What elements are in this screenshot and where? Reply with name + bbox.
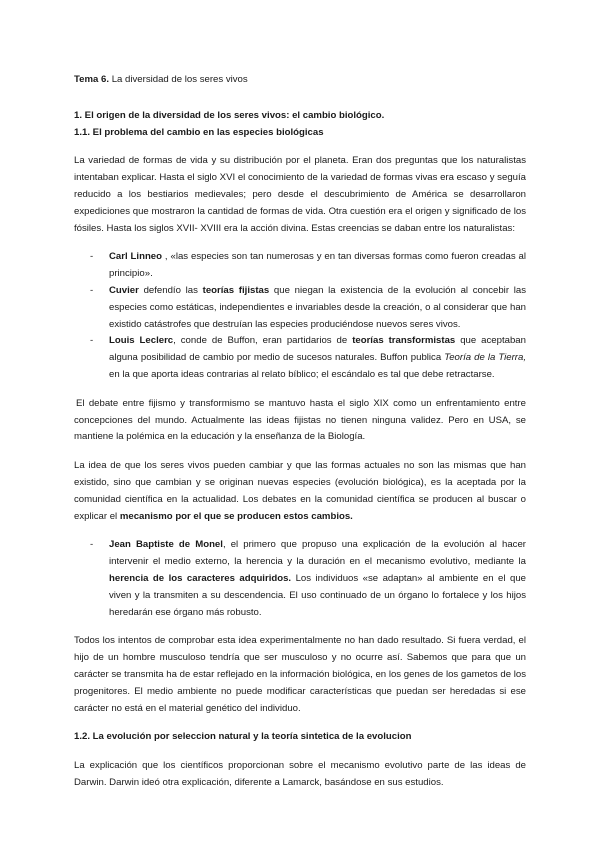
item-text: , «las especies son tan numerosas y en tan diversas formas como fueron creadas al principio». bbox=[109, 251, 526, 280]
section-heading-1-2: 1.2. La evolución por seleccion natural y la teoría sintetica de la evolucion bbox=[74, 731, 412, 743]
title-number: Tema 6. bbox=[74, 74, 110, 85]
item-text: , el primero que propuso una explicación de la evolución al hacer intervenir el medio externo, la herencia y la duración en el mecanismo evolutivo, mediante la bbox=[109, 539, 526, 568]
lamarck-list bbox=[74, 537, 526, 621]
section-heading-1-1: 1.1. El problema del cambio en las especies biológicas bbox=[74, 126, 324, 138]
section-heading-1: 1. El origen de la diversidad de los seres vivos: el cambio biológico. bbox=[74, 109, 385, 121]
paragraph-5: La explicación que los científicos proporcionan sobre el mecanismo evolutivo parte de las ideas de Darwin. Darwin ideó otra explicación, diferente a Lamarck, basándose en sus estudios. bbox=[74, 760, 526, 788]
item-emphasis: herencia de los caracteres adquiridos. bbox=[109, 572, 292, 584]
paragraph-3-emphasis: mecanismo por el que se producen estos cambios. bbox=[119, 510, 353, 522]
paragraph-1: La variedad de formas de vida y su distribución por el planeta. Eran dos preguntas que los naturalistas intentaban explicar. Hasta el siglo XVI el conocimiento de la variedad de formas vivas era escaso y seguía reducido a los bestiarios medievales; pero desde el descubrimiento de América se desarrollaron expediciones que mostraron la cantidad de formas de vida. Otra cuestión era el origen y significado de los fósiles. Hasta los siglos XVII- XVIII era la acción divina. Estas creencias se daban entre los naturalistas: bbox=[74, 155, 526, 234]
list-item-leclerc bbox=[74, 333, 526, 383]
list-dash: - bbox=[90, 335, 94, 347]
author-name: Cuvier bbox=[109, 284, 139, 296]
author-name: Louis Leclerc bbox=[109, 335, 174, 347]
list-item-cuvier bbox=[74, 283, 526, 333]
paragraph-4: Todos los intentos de comprobar esta idea experimentalmente no han dado resultado. Si fuera verdad, el hijo de un hombre musculoso tendría que ser musculoso y no ocurre así. Sabemos que para que un carácter se transmita ha de estar reflejado en la información biológica, en los genes de los gametos de los progenitores. El medio ambiente no puede modificar características que puedan ser heredadas si ese carácter no está en el material genético del individuo. bbox=[74, 635, 526, 714]
author-name: Jean Baptiste de Monel bbox=[109, 539, 223, 551]
list-dash: - bbox=[90, 251, 94, 263]
book-title: Teoría de la Tierra, bbox=[444, 352, 526, 364]
item-emphasis: teorías transformistas bbox=[352, 335, 456, 347]
item-text: que niegan la existencia de la evolución al concebir las especies como estáticas, independientes e invariables desde la creación, o al considerar que han existido catástrofes que destruían las especies produciéndose nuevos seres vivos. bbox=[109, 284, 526, 330]
title-text: La diversidad de los seres vivos bbox=[109, 74, 248, 85]
item-text: en la que aporta ideas contrarias al relato bíblico; el escándalo es tal que debe retractarse. bbox=[109, 368, 495, 380]
naturalists-list bbox=[74, 249, 526, 383]
document-body bbox=[74, 72, 526, 804]
list-item-monel bbox=[74, 537, 526, 621]
document-title bbox=[74, 72, 526, 89]
paragraph-2: El debate entre fijismo y transformismo se mantuvo hasta el siglo XIX como un enfrentamiento entre concepciones del mundo. Actualmente las ideas fijistas no tienen ninguna validez. Pero en USA, se mantiene la polémica en la educación y la enseñanza de la Biología. bbox=[74, 397, 526, 443]
paragraph-3 bbox=[74, 458, 526, 525]
list-dash: - bbox=[90, 284, 94, 296]
paragraph-3-text: La idea de que los seres vivos pueden cambiar y que las formas actuales no son las mismas que han existido, sino que cambian y se originan nuevas especies (evolución biológica), es la aceptada por la comunidad científica en la actualidad. Los debates en la comunidad científica se producen al buscar o explicar el bbox=[74, 460, 526, 522]
list-item-linneo bbox=[74, 249, 526, 283]
item-text: defendío las bbox=[138, 284, 203, 296]
item-text: , conde de Buffon, eran partidarios de bbox=[173, 335, 353, 347]
author-name: Carl Linneo bbox=[109, 251, 163, 263]
item-emphasis: teorías fijistas bbox=[202, 284, 270, 296]
item-text: Los individuos «se adaptan» al ambiente en el que viven y la transmiten a su descendencia. El uso continuado de un órgano lo fortalece y los hijos heredarán ese órgano más robusto. bbox=[109, 572, 526, 618]
list-dash: - bbox=[90, 539, 94, 551]
item-text: que aceptaban alguna posibilidad de cambio por medio de sucesos naturales. Buffon publica bbox=[109, 335, 526, 364]
